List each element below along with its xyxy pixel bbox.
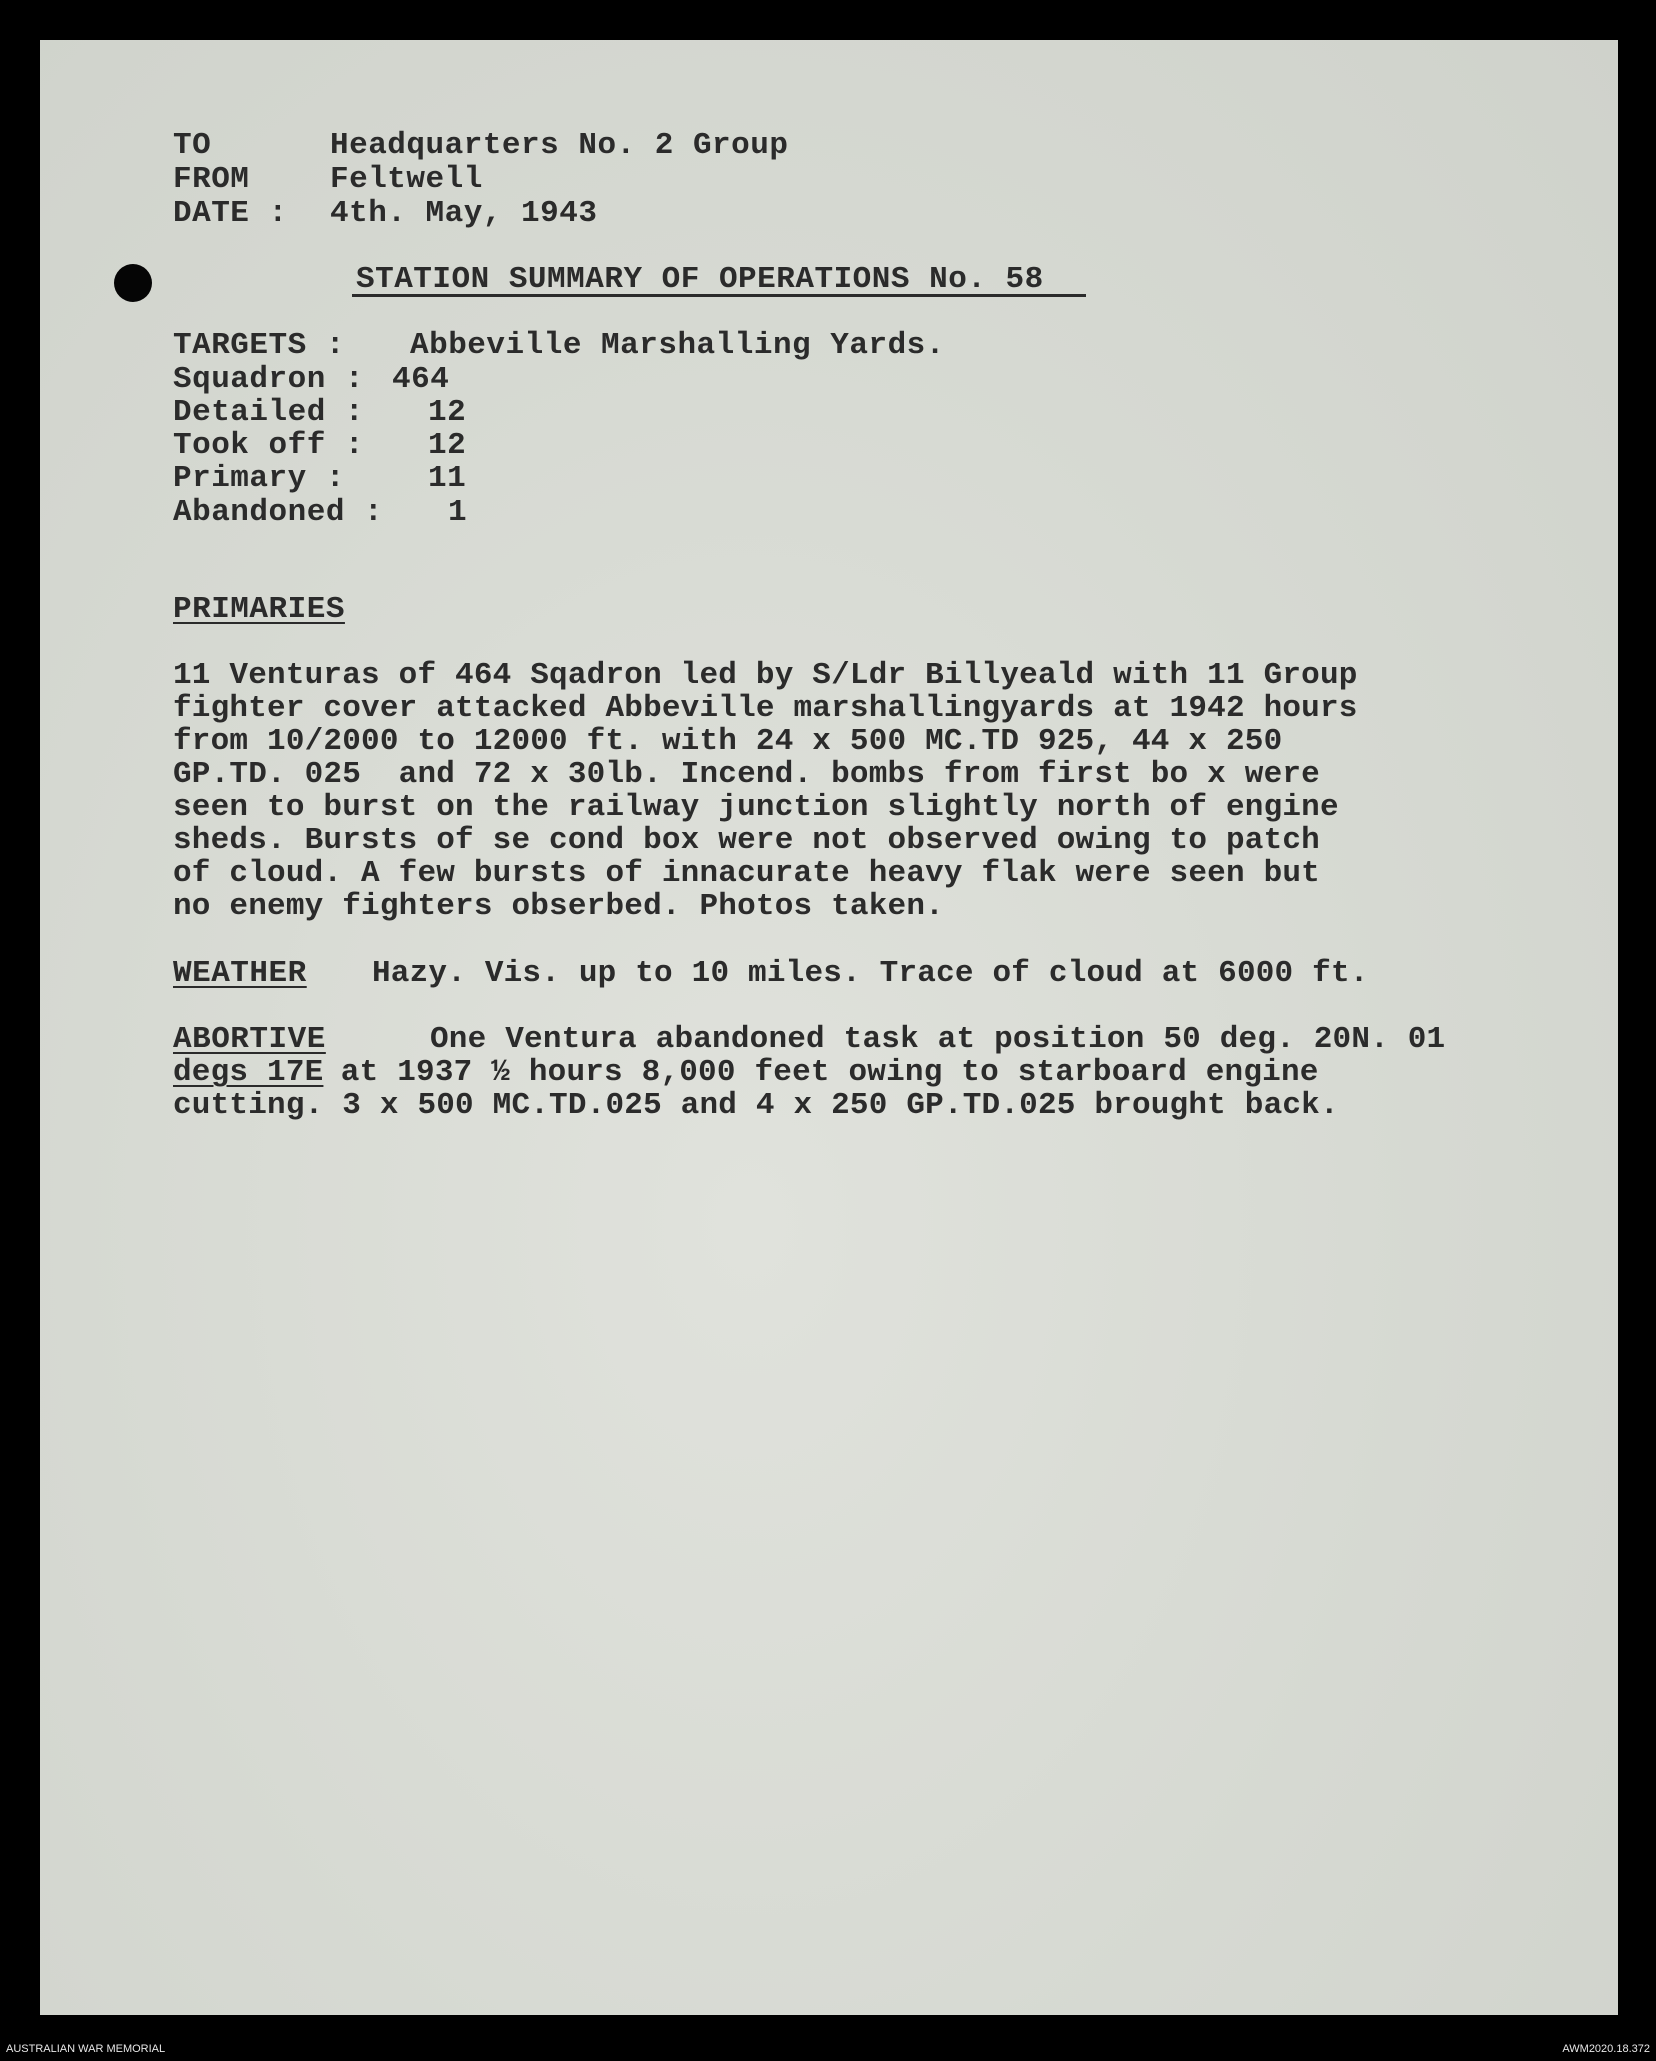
date-value: 4th. May, 1943 [330, 196, 598, 231]
abortive-heading: ABORTIVE [173, 1022, 326, 1057]
primaries-line: fighter cover attacked Abbeville marshallingyards at 1942 hours [173, 691, 1358, 726]
footer-right: AWM2020.18.372 [1562, 2043, 1650, 2055]
summary-value-took-off: 12 [428, 428, 467, 463]
summary-value-abandoned: 1 [448, 495, 468, 530]
summary-label-abandoned: Abandoned : [173, 495, 384, 530]
primaries-line: seen to burst on the railway junction slightly north of engine [173, 790, 1339, 825]
abortive-line: at 1937 ½ hours 8,000 feet owing to starboard engine [322, 1055, 1319, 1090]
abortive-line: cutting. 3 x 500 MC.TD.025 and 4 x 250 GP.TD.025 brought back. [173, 1088, 1339, 1123]
weather-text: Hazy. Vis. up to 10 miles. Trace of cloud at 6000 ft. [372, 956, 1369, 991]
summary-label-squadron: Squadron : [173, 362, 365, 397]
primaries-line: of cloud. A few bursts of innacurate heavy flak were seen but [173, 856, 1320, 891]
title-underline [352, 262, 1086, 297]
summary-label-detailed: Detailed : [173, 395, 365, 430]
summary-label-primary: Primary : [173, 461, 345, 496]
summary-value-squadron: 464 [392, 362, 450, 397]
abortive-line: One Ventura abandoned task at position 50 deg. 20N. 01 [430, 1022, 1446, 1057]
summary-label-took-off: Took off : [173, 428, 365, 463]
primaries-line: 11 Venturas of 464 Sqadron led by S/Ldr Billyeald with 11 Group [173, 658, 1358, 693]
punch-hole [114, 264, 152, 302]
weather-heading: WEATHER [173, 956, 307, 991]
to-value: Headquarters No. 2 Group [330, 128, 789, 163]
page-title: STATION SUMMARY OF OPERATIONS No. 58 [356, 262, 1044, 297]
abortive-position-underlined: degs 17E [173, 1055, 324, 1090]
primaries-line: GP.TD. 025 and 72 x 30lb. Incend. bombs from first bo x were [173, 757, 1320, 792]
summary-value-targets: Abbeville Marshalling Yards. [410, 328, 945, 363]
summary-value-primary: 11 [428, 461, 467, 496]
date-label: DATE : [173, 196, 288, 231]
to-label: TO [173, 128, 212, 163]
summary-value-detailed: 12 [428, 395, 467, 430]
primaries-heading: PRIMARIES [173, 592, 345, 627]
summary-label-targets: TARGETS : [173, 328, 345, 363]
footer-left: AUSTRALIAN WAR MEMORIAL [6, 2043, 166, 2055]
primaries-line: from 10/2000 to 12000 ft. with 24 x 500 MC.TD 925, 44 x 250 [173, 724, 1283, 759]
from-value: Feltwell [330, 162, 483, 197]
primaries-line: no enemy fighters obserbed. Photos taken. [173, 889, 944, 924]
from-label: FROM [173, 162, 250, 197]
primaries-line: sheds. Bursts of se cond box were not observed owing to patch [173, 823, 1320, 858]
